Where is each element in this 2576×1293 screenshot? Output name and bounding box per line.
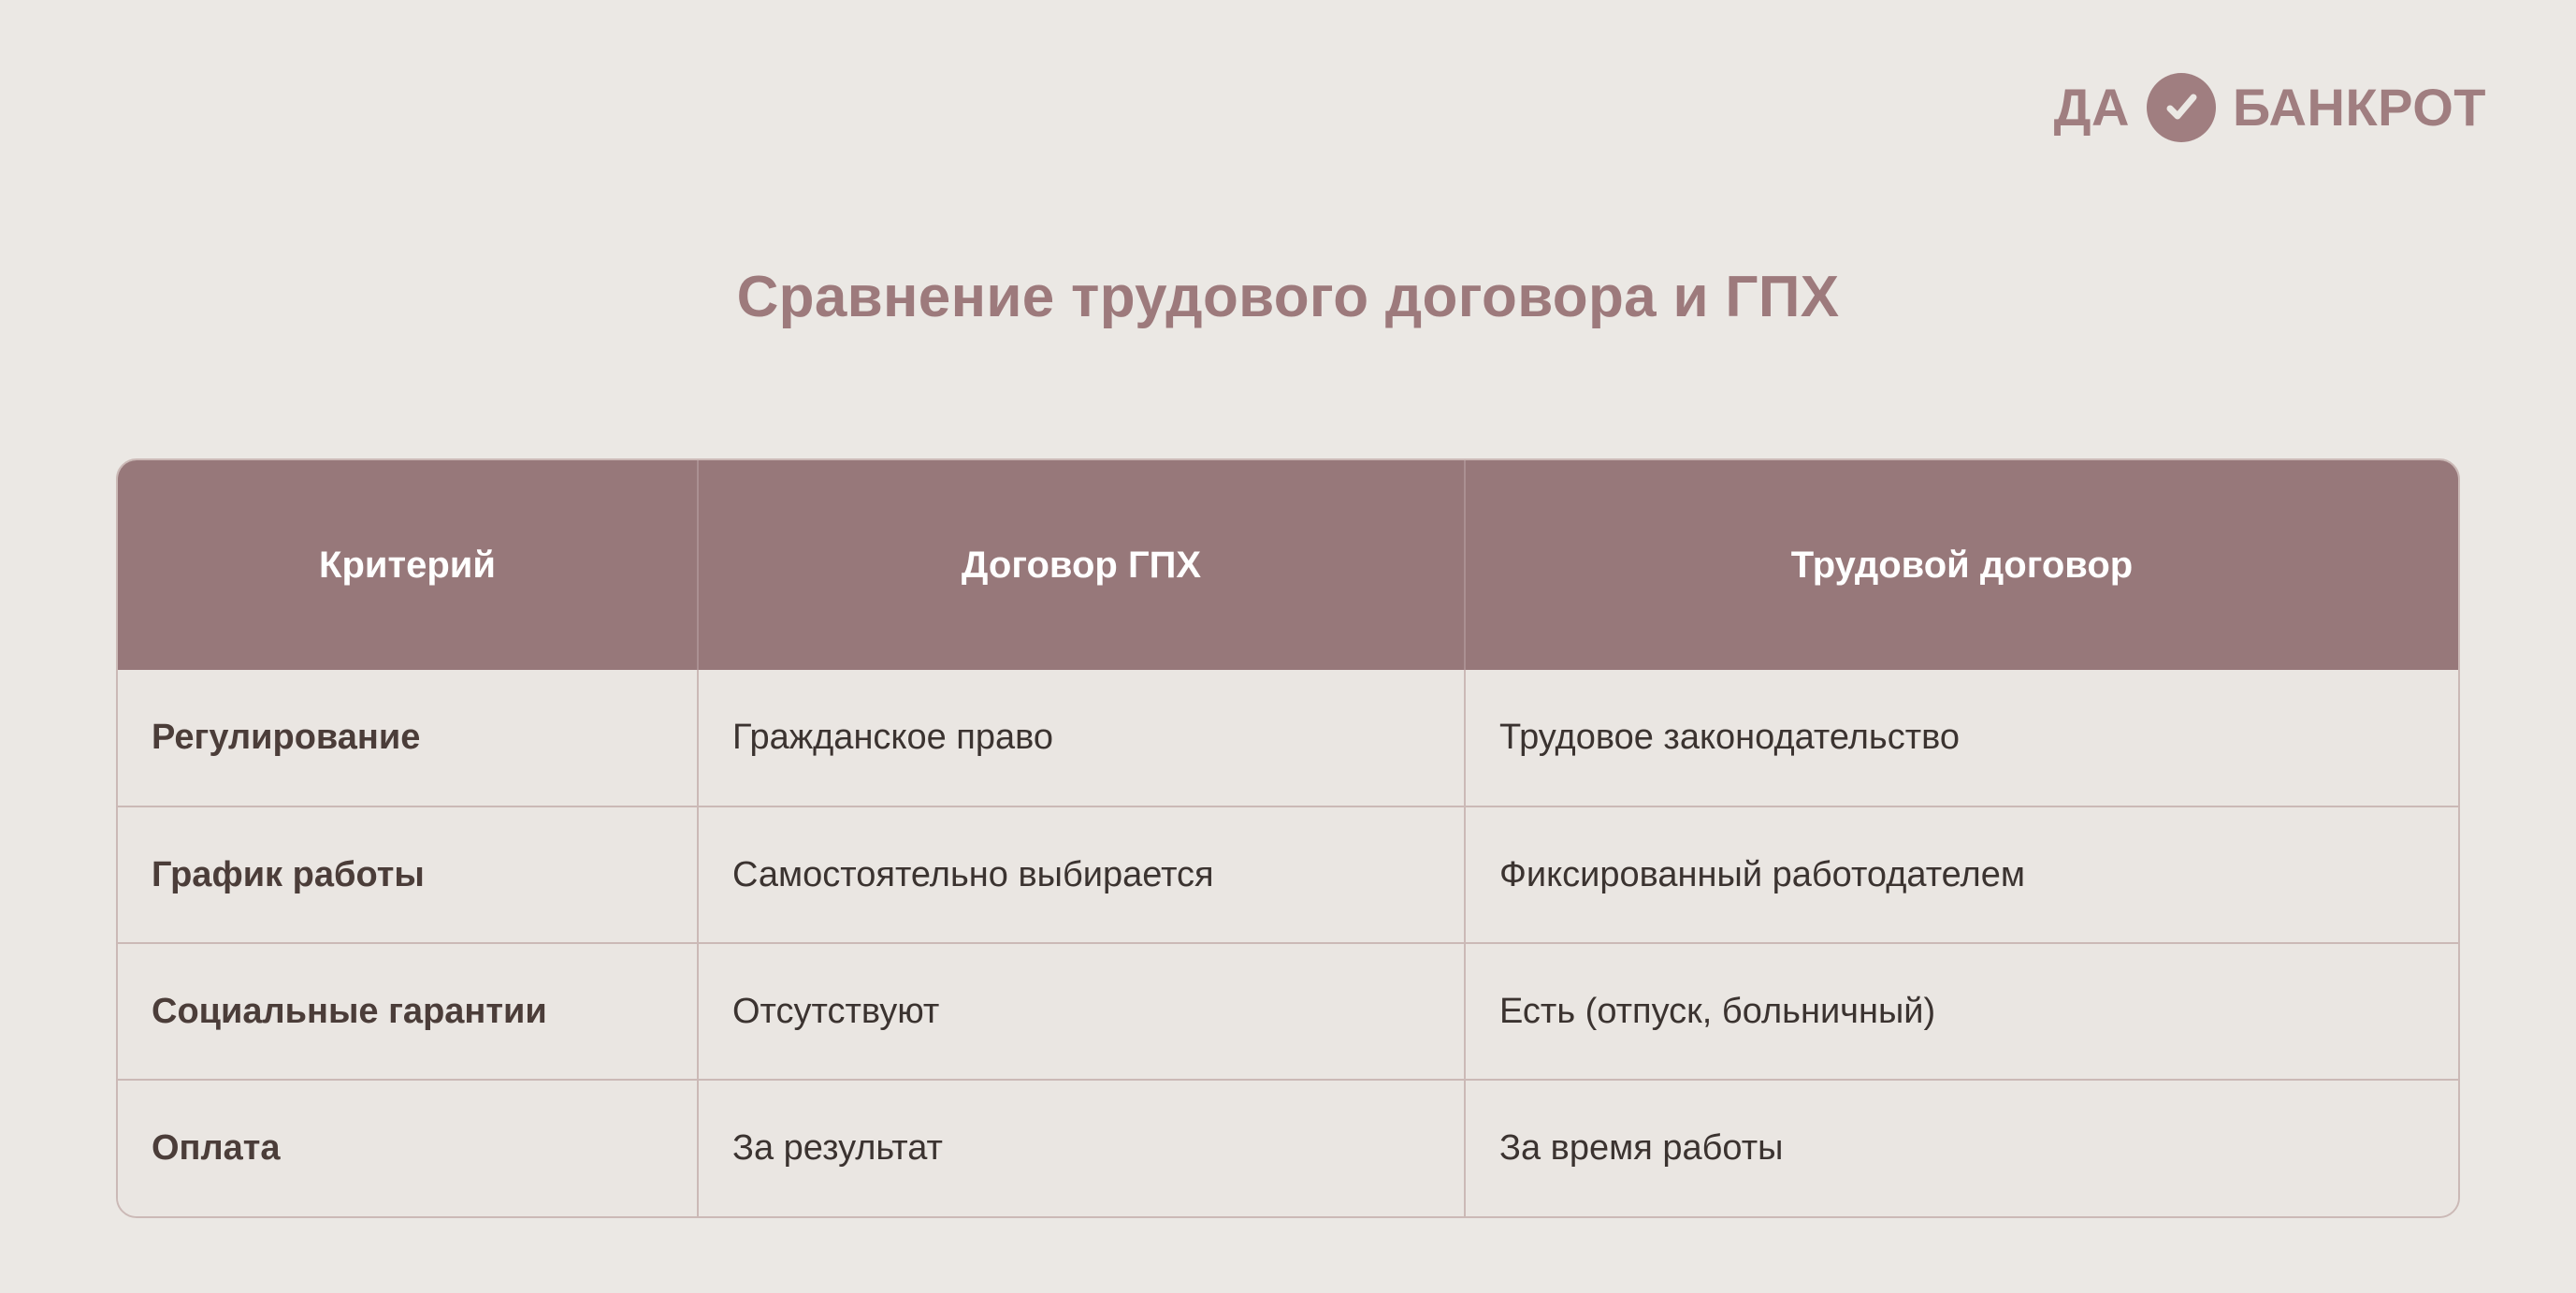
- brand-word-left: ДА: [2053, 78, 2130, 137]
- cell-labor: За время работы: [1465, 1080, 2458, 1216]
- column-header-criterion: Критерий: [118, 460, 698, 670]
- cell-criterion: График работы: [118, 806, 698, 943]
- comparison-table: [116, 458, 2460, 1218]
- table-row: [118, 806, 2458, 943]
- cell-criterion: Регулирование: [118, 670, 698, 806]
- brand-word-right: БАНКРОТ: [2232, 78, 2486, 137]
- column-header-gph: Договор ГПХ: [698, 460, 1465, 670]
- page-title: Сравнение трудового договора и ГПХ: [736, 265, 1840, 329]
- cell-criterion: Оплата: [118, 1080, 698, 1216]
- column-header-labor: Трудовой договор: [1465, 460, 2458, 670]
- cell-gph: Отсутствуют: [698, 943, 1465, 1080]
- brand-logo: [2054, 73, 2486, 142]
- table-header-row: [118, 460, 2458, 670]
- cell-criterion: Социальные гарантии: [118, 943, 698, 1080]
- table-row: [118, 670, 2458, 806]
- cell-gph: Самостоятельно выбирается: [698, 806, 1465, 943]
- cell-labor: Трудовое законодательство: [1465, 670, 2458, 806]
- table-row: [118, 943, 2458, 1080]
- check-circle-icon: [2147, 73, 2216, 142]
- cell-labor: Есть (отпуск, больничный): [1465, 943, 2458, 1080]
- cell-gph: Гражданское право: [698, 670, 1465, 806]
- table-row: [118, 1080, 2458, 1216]
- cell-labor: Фиксированный работодателем: [1465, 806, 2458, 943]
- cell-gph: За результат: [698, 1080, 1465, 1216]
